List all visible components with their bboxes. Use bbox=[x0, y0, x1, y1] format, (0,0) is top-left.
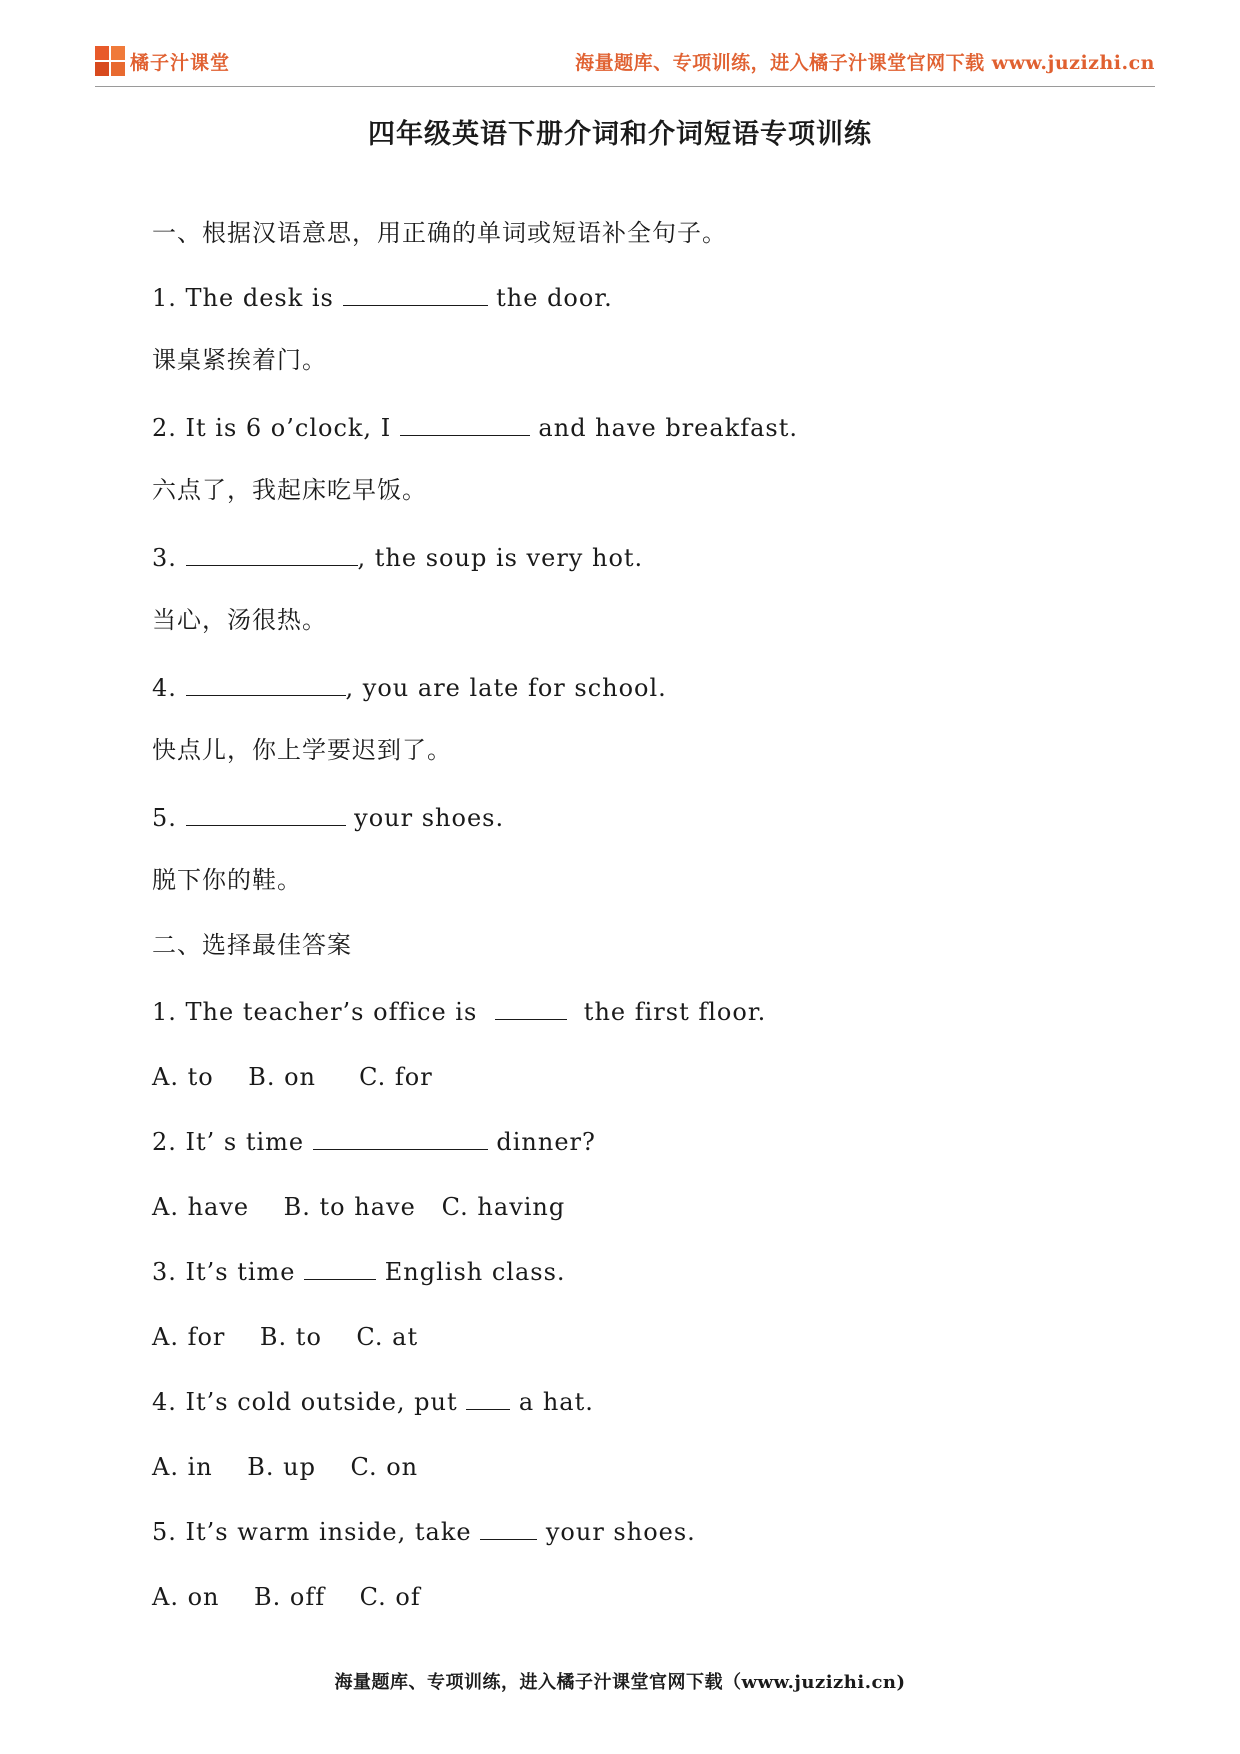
question-text: the first floor. bbox=[566, 998, 767, 1026]
question-text: the door. bbox=[487, 284, 613, 312]
section2-heading: 二、选择最佳答案 bbox=[152, 931, 352, 959]
question-text: , you are late for school. bbox=[345, 674, 667, 702]
section1-heading: 一、根据汉语意思，用正确的单词或短语补全句子。 bbox=[152, 219, 727, 247]
question-line bbox=[152, 283, 613, 313]
logo-text: 橘子汁课堂 bbox=[130, 51, 231, 74]
question-line bbox=[152, 543, 643, 573]
question-line bbox=[152, 1257, 566, 1287]
answer-blank bbox=[304, 1257, 376, 1280]
question-text: 4. It’s cold outside, put bbox=[152, 1388, 467, 1416]
question-text: and have breakfast. bbox=[529, 414, 799, 442]
question-text: your shoes. bbox=[345, 804, 505, 832]
question-line bbox=[152, 1127, 596, 1157]
question-text: 3. It’s time bbox=[152, 1258, 305, 1286]
answer-blank bbox=[343, 283, 488, 306]
answer-blank bbox=[495, 997, 567, 1020]
question-line bbox=[152, 1387, 594, 1417]
logo-icon bbox=[95, 46, 125, 76]
page-footer: 海量题库、专项训练，进入橘子汁课堂官网下载（www.juzizhi.cn) bbox=[334, 1672, 906, 1693]
answer-options: A. on B. off C. of bbox=[152, 1583, 421, 1611]
question-text: 1. The desk is bbox=[152, 284, 343, 312]
answer-options: A. to B. on C. for bbox=[152, 1063, 433, 1091]
question-text: 5. bbox=[152, 804, 186, 832]
question-text: dinner? bbox=[487, 1128, 596, 1156]
brand-logo bbox=[95, 46, 230, 76]
question-text: 1. The teacher’s office is bbox=[152, 998, 495, 1026]
question-line bbox=[152, 1517, 696, 1547]
answer-blank bbox=[186, 673, 346, 696]
answer-blank bbox=[186, 803, 346, 826]
chinese-translation: 快点儿，你上学要迟到了。 bbox=[152, 736, 452, 764]
header-slogan: 海量题库、专项训练，进入橘子汁课堂官网下载 www.juzizhi.cn bbox=[575, 52, 1155, 74]
question-text: 2. It is 6 o’clock, I bbox=[152, 414, 400, 442]
question-text: a hat. bbox=[510, 1388, 594, 1416]
answer-blank bbox=[186, 543, 358, 566]
question-line bbox=[152, 803, 504, 833]
page-header bbox=[95, 40, 1155, 87]
chinese-translation: 当心，汤很热。 bbox=[152, 606, 327, 634]
answer-blank bbox=[480, 1517, 537, 1540]
answer-options: A. for B. to C. at bbox=[152, 1323, 419, 1351]
question-text: 5. It’s warm inside, take bbox=[152, 1518, 481, 1546]
question-line bbox=[152, 673, 667, 703]
answer-blank bbox=[313, 1127, 488, 1150]
answer-options: A. in B. up C. on bbox=[152, 1453, 419, 1481]
question-text: 3. bbox=[152, 544, 186, 572]
question-text: , the soup is very hot. bbox=[357, 544, 644, 572]
answer-blank bbox=[400, 413, 530, 436]
chinese-translation: 课桌紧挨着门。 bbox=[152, 346, 327, 374]
chinese-translation: 六点了，我起床吃早饭。 bbox=[152, 476, 427, 504]
question-text: 4. bbox=[152, 674, 186, 702]
question-line bbox=[152, 997, 766, 1027]
chinese-translation: 脱下你的鞋。 bbox=[152, 866, 302, 894]
document-title: 四年级英语下册介词和介词短语专项训练 bbox=[368, 119, 872, 150]
question-line bbox=[152, 413, 798, 443]
question-text: your shoes. bbox=[537, 1518, 696, 1546]
answer-options: A. have B. to have C. having bbox=[152, 1193, 566, 1221]
question-text: English class. bbox=[376, 1258, 566, 1286]
answer-blank bbox=[466, 1387, 510, 1410]
question-text: 2. It’ s time bbox=[152, 1128, 313, 1156]
